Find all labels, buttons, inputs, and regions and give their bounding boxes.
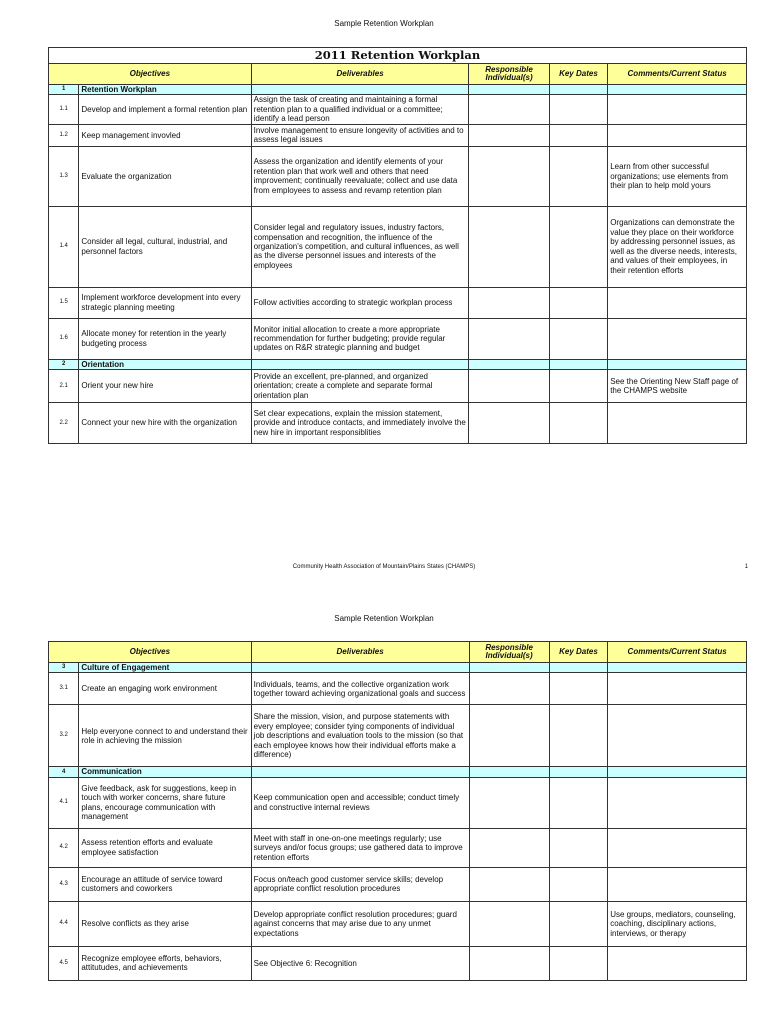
- table-row: [49, 867, 747, 901]
- table-row: [49, 318, 747, 359]
- col-header-deliverables: Deliverables: [251, 64, 469, 85]
- row-deliverable: Keep communication open and accessible; conduct timely and constructive internal reviews: [251, 777, 469, 828]
- row-deliverable: Share the mission, vision, and purpose statements with every employee; consider tying components of individual job descriptions and evaluation tools to the mission (so that each employee knows how their individual efforts make a difference): [251, 705, 469, 767]
- row-deliverable: Involve management to ensure longevity of activities and to assess legal issues: [251, 124, 469, 146]
- section-number: 3: [49, 663, 79, 673]
- row-objective: Develop and implement a formal retention plan: [79, 95, 251, 124]
- row-key-dates: [549, 124, 608, 146]
- row-number: 4.5: [49, 946, 79, 980]
- row-comment: Use groups, mediators, counseling, coaching, disciplinary actions, interviews, or therapy: [608, 901, 747, 946]
- row-responsible: [469, 705, 549, 767]
- row-key-dates: [549, 673, 608, 705]
- workplan-title: 2011 Retention Workplan: [49, 48, 747, 64]
- row-objective: Recognize employee efforts, behaviors, attitutudes, and achievements: [79, 946, 251, 980]
- row-deliverable: Meet with staff in one-on-one meetings regularly; use surveys and/or focus groups; use gathered data to improve retention efforts: [251, 828, 469, 867]
- section-number: 1: [49, 85, 79, 95]
- table-row: [49, 777, 747, 828]
- row-number: 1.6: [49, 318, 79, 359]
- row-objective: Implement workforce development into every strategic planning meeting: [79, 287, 251, 318]
- workplan-table-page-2: [48, 641, 747, 981]
- col-header-objectives: Objectives: [49, 642, 252, 663]
- row-comment: Organizations can demonstrate the value they place on their workforce by addressing personnel issues, as well as the diverse needs, interests, and values of their employees, in their retention efforts: [608, 206, 747, 287]
- row-objective: Orient your new hire: [79, 370, 251, 403]
- table-row: [49, 901, 747, 946]
- row-key-dates: [549, 95, 608, 124]
- row-objective: Keep management invovled: [79, 124, 251, 146]
- col-header-deliverables: Deliverables: [251, 642, 469, 663]
- row-objective: Allocate money for retention in the yearly budgeting process: [79, 318, 251, 359]
- row-responsible: [469, 673, 549, 705]
- row-deliverable: Follow activities according to strategic workplan process: [251, 287, 469, 318]
- row-key-dates: [549, 287, 608, 318]
- row-deliverable: Focus on/teach good customer service skills; develop appropriate conflict resolution procedures: [251, 867, 469, 901]
- row-number: 1.5: [49, 287, 79, 318]
- row-objective: Give feedback, ask for suggestions, keep in touch with worker concerns, share future plans, encourage communication with management: [79, 777, 251, 828]
- row-responsible: [469, 146, 549, 206]
- row-number: 1.2: [49, 124, 79, 146]
- row-key-dates: [549, 403, 608, 444]
- row-comment: [608, 777, 747, 828]
- row-number: 1.1: [49, 95, 79, 124]
- row-responsible: [469, 206, 549, 287]
- row-objective: Help everyone connect to and understand their role in achieving the mission: [79, 705, 251, 767]
- row-objective: Create an engaging work environment: [79, 673, 251, 705]
- row-key-dates: [549, 318, 608, 359]
- row-responsible: [469, 370, 549, 403]
- row-key-dates: [549, 901, 608, 946]
- row-deliverable: Set clear expecations, explain the mission statement, provide and introduce contacts, and immediately involve the new hire in important responsiblities: [251, 403, 469, 444]
- row-key-dates: [549, 867, 608, 901]
- row-key-dates: [549, 828, 608, 867]
- section-title: Communication: [79, 767, 251, 777]
- section-number: 4: [49, 767, 79, 777]
- col-header-comments: Comments/Current Status: [608, 642, 747, 663]
- table-row: [49, 946, 747, 980]
- col-header-comments: Comments/Current Status: [608, 64, 747, 85]
- page-header: Sample Retention Workplan: [334, 19, 434, 28]
- row-number: 1.4: [49, 206, 79, 287]
- row-deliverable: Individuals, teams, and the collective organization work together toward achieving organizational goals and success: [251, 673, 469, 705]
- row-deliverable: Provide an excellent, pre-planned, and organized orientation; create a complete and separate formal orientation plan: [251, 370, 469, 403]
- row-responsible: [469, 287, 549, 318]
- row-comment: [608, 287, 747, 318]
- row-responsible: [469, 867, 549, 901]
- page-number: 1: [744, 564, 748, 570]
- row-key-dates: [549, 946, 608, 980]
- row-number: 1.3: [49, 146, 79, 206]
- section-title: Retention Workplan: [79, 85, 251, 95]
- row-objective: Encourage an attitude of service toward customers and coworkers: [79, 867, 251, 901]
- col-header-key-dates: Key Dates: [549, 64, 608, 85]
- section-title: Culture of Engagement: [79, 663, 251, 673]
- row-responsible: [469, 95, 549, 124]
- workplan-table-page-1: [48, 47, 747, 444]
- row-objective: Resolve conflicts as they arise: [79, 901, 251, 946]
- table-row: [49, 95, 747, 124]
- row-comment: [608, 124, 747, 146]
- row-responsible: [469, 777, 549, 828]
- col-header-responsible: Responsible Individual(s): [469, 64, 549, 85]
- table-row: [49, 370, 747, 403]
- row-objective: Assess retention efforts and evaluate employee satisfaction: [79, 828, 251, 867]
- row-responsible: [469, 318, 549, 359]
- row-responsible: [469, 124, 549, 146]
- row-comment: [608, 673, 747, 705]
- row-key-dates: [549, 705, 608, 767]
- table-row: [49, 673, 747, 705]
- row-comment: [608, 403, 747, 444]
- row-objective: Connect your new hire with the organization: [79, 403, 251, 444]
- row-deliverable: Monitor initial allocation to create a more appropriate recommendation for further budgeting; provide regular updates on R&R strategic planning and budget: [251, 318, 469, 359]
- row-number: 2.2: [49, 403, 79, 444]
- table-row: [49, 146, 747, 206]
- row-responsible: [469, 403, 549, 444]
- row-comment: [608, 828, 747, 867]
- table-row: [49, 403, 747, 444]
- table-row: [49, 828, 747, 867]
- section-title: Orientation: [79, 359, 251, 369]
- row-deliverable: See Objective 6: Recognition: [251, 946, 469, 980]
- row-responsible: [469, 946, 549, 980]
- row-comment: [608, 318, 747, 359]
- col-header-responsible: Responsible Individual(s): [469, 642, 549, 663]
- row-number: 3.1: [49, 673, 79, 705]
- row-key-dates: [549, 370, 608, 403]
- row-number: 4.3: [49, 867, 79, 901]
- row-key-dates: [549, 777, 608, 828]
- row-number: 2.1: [49, 370, 79, 403]
- row-comment: [608, 946, 747, 980]
- row-comment: [608, 867, 747, 901]
- row-responsible: [469, 901, 549, 946]
- row-comment: [608, 95, 747, 124]
- footer-organization: Community Health Association of Mountain/Plains States (CHAMPS): [292, 564, 476, 570]
- row-deliverable: Develop appropriate conflict resolution procedures; guard against concerns that may arise due to any unmet expectations: [251, 901, 469, 946]
- row-comment: [608, 705, 747, 767]
- table-row: [49, 287, 747, 318]
- row-number: 4.2: [49, 828, 79, 867]
- table-row: [49, 705, 747, 767]
- page-header: Sample Retention Workplan: [334, 614, 434, 623]
- row-responsible: [469, 828, 549, 867]
- section-number: 2: [49, 359, 79, 369]
- row-key-dates: [549, 206, 608, 287]
- row-objective: Evaluate the organization: [79, 146, 251, 206]
- row-objective: Consider all legal, cultural, industrial, and personnel factors: [79, 206, 251, 287]
- row-deliverable: Assess the organization and identify elements of your retention plan that work well and others that need improvement; continually reevaluate; collect and use data from employees to assess and revamp retention plan: [251, 146, 469, 206]
- row-number: 4.4: [49, 901, 79, 946]
- row-key-dates: [549, 146, 608, 206]
- col-header-objectives: Objectives: [49, 64, 252, 85]
- row-number: 3.2: [49, 705, 79, 767]
- row-comment: See the Orienting New Staff page of the CHAMPS website: [608, 370, 747, 403]
- row-comment: Learn from other successful organizations; use elements from their plan to help mold yours: [608, 146, 747, 206]
- row-deliverable: Consider legal and regulatory issues, industry factors, compensation and recognition, the influence of the organization's competition, and cultural influences, as well as the diverse personnel issues and interests of the employees: [251, 206, 469, 287]
- col-header-key-dates: Key Dates: [549, 642, 608, 663]
- table-row: [49, 124, 747, 146]
- row-number: 4.1: [49, 777, 79, 828]
- row-deliverable: Assign the task of creating and maintaining a formal retention plan to a qualified individual or a committee; identify a lead person: [251, 95, 469, 124]
- table-row: [49, 206, 747, 287]
